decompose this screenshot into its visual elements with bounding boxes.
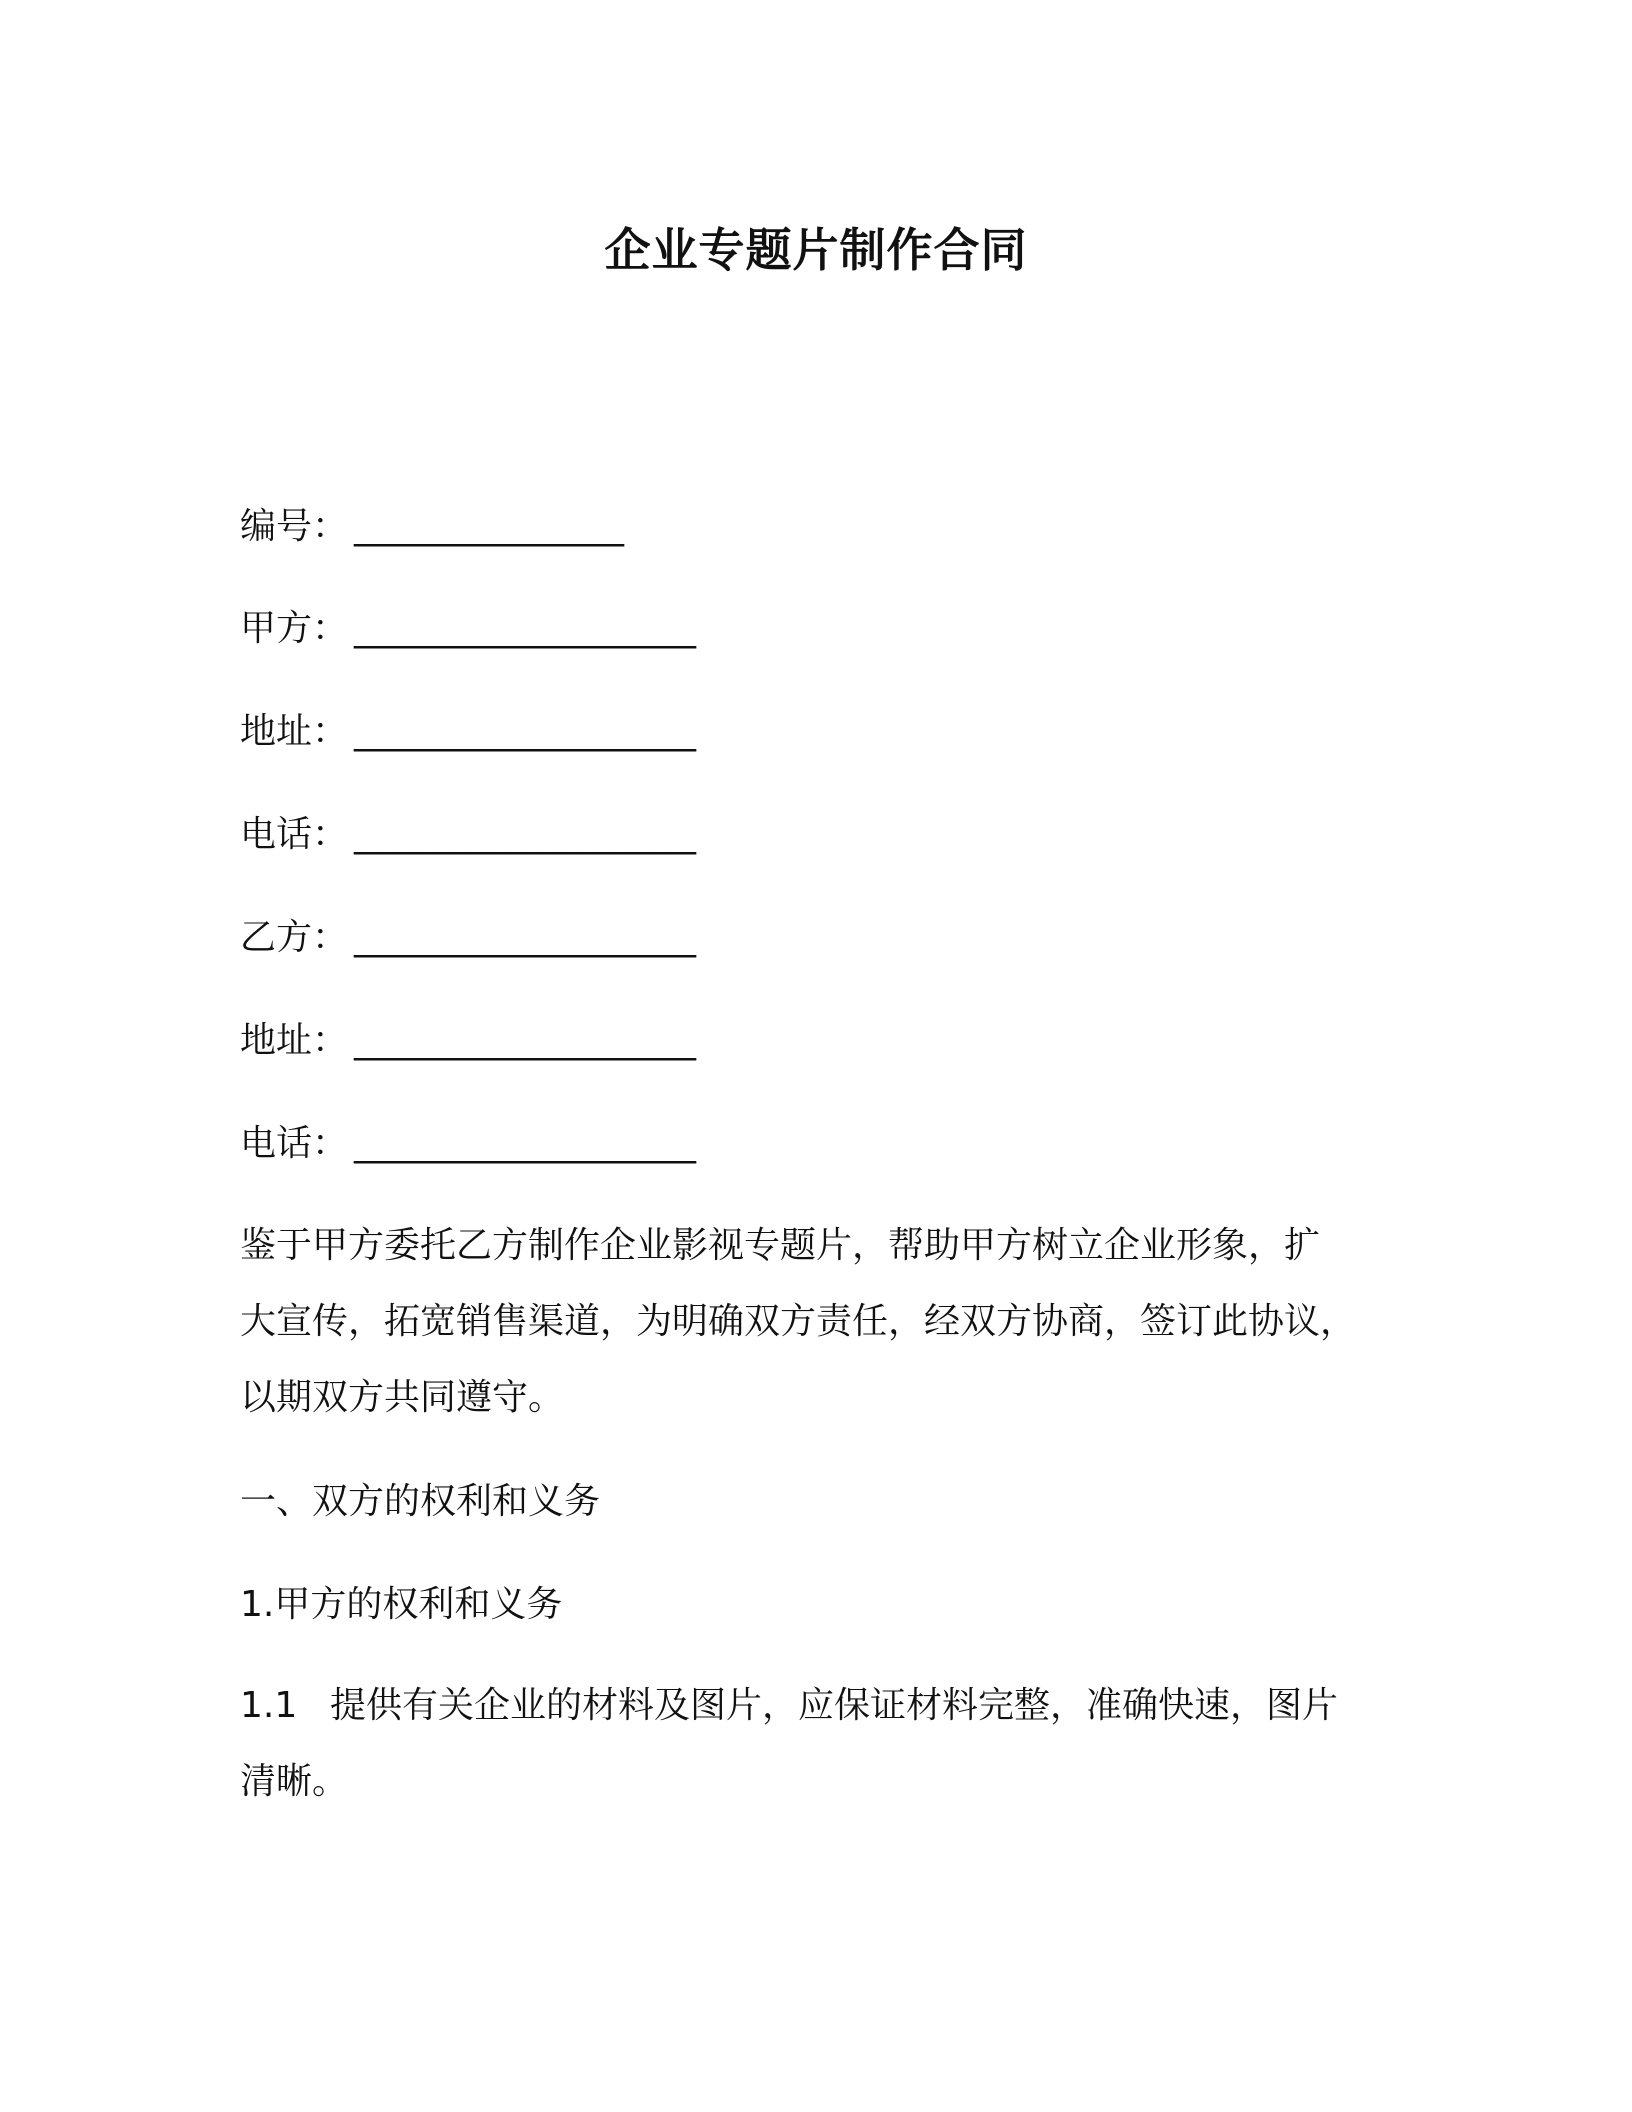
- field-blank: _______________: [354, 506, 625, 547]
- field-label: 电话：: [240, 814, 349, 855]
- field-blank: ___________________: [354, 917, 697, 958]
- field-label: 地址：: [240, 711, 349, 752]
- field-blank: ___________________: [354, 1020, 697, 1061]
- field-label: 甲方：: [240, 608, 349, 649]
- field-blank: ___________________: [354, 1123, 697, 1164]
- preamble-line: 以期双方共同遵守。: [240, 1377, 565, 1418]
- subsection-heading: 1.甲方的权利和义务: [240, 1584, 563, 1625]
- field-label: 编号：: [240, 506, 349, 547]
- clause-line: 清晰。: [240, 1761, 349, 1802]
- field-label: 电话：: [240, 1123, 349, 1164]
- document-title: 企业专题片制作合同: [604, 223, 1028, 277]
- clause-1-1: [240, 1668, 1390, 1820]
- field-party-b-address: [240, 1019, 696, 1063]
- field-party-a-phone: [240, 813, 696, 857]
- field-party-b: [240, 916, 696, 960]
- field-blank: ___________________: [354, 814, 697, 855]
- clause-text: 提供有关企业的材料及图片，应保证材料完整，准确快速，图片: [330, 1685, 1339, 1726]
- field-blank: ___________________: [354, 608, 697, 649]
- preamble-line: 大宣传，拓宽销售渠道，为明确双方责任，经双方协商，签订此协议，: [240, 1301, 1357, 1342]
- field-contract-number: [240, 505, 624, 549]
- section-heading: 一、双方的权利和义务: [240, 1481, 601, 1522]
- preamble-line: 鉴于甲方委托乙方制作企业影视专题片，帮助甲方树立企业形象，扩: [240, 1225, 1321, 1266]
- clause-line: [240, 1668, 1390, 1744]
- field-label: 乙方：: [240, 917, 349, 958]
- field-party-a-address: [240, 710, 696, 754]
- clause-number: 1.1: [240, 1685, 298, 1726]
- field-party-b-phone: [240, 1122, 696, 1166]
- field-blank: ___________________: [354, 711, 697, 752]
- field-party-a: [240, 607, 696, 651]
- field-label: 地址：: [240, 1020, 349, 1061]
- preamble-paragraph: [240, 1208, 1390, 1436]
